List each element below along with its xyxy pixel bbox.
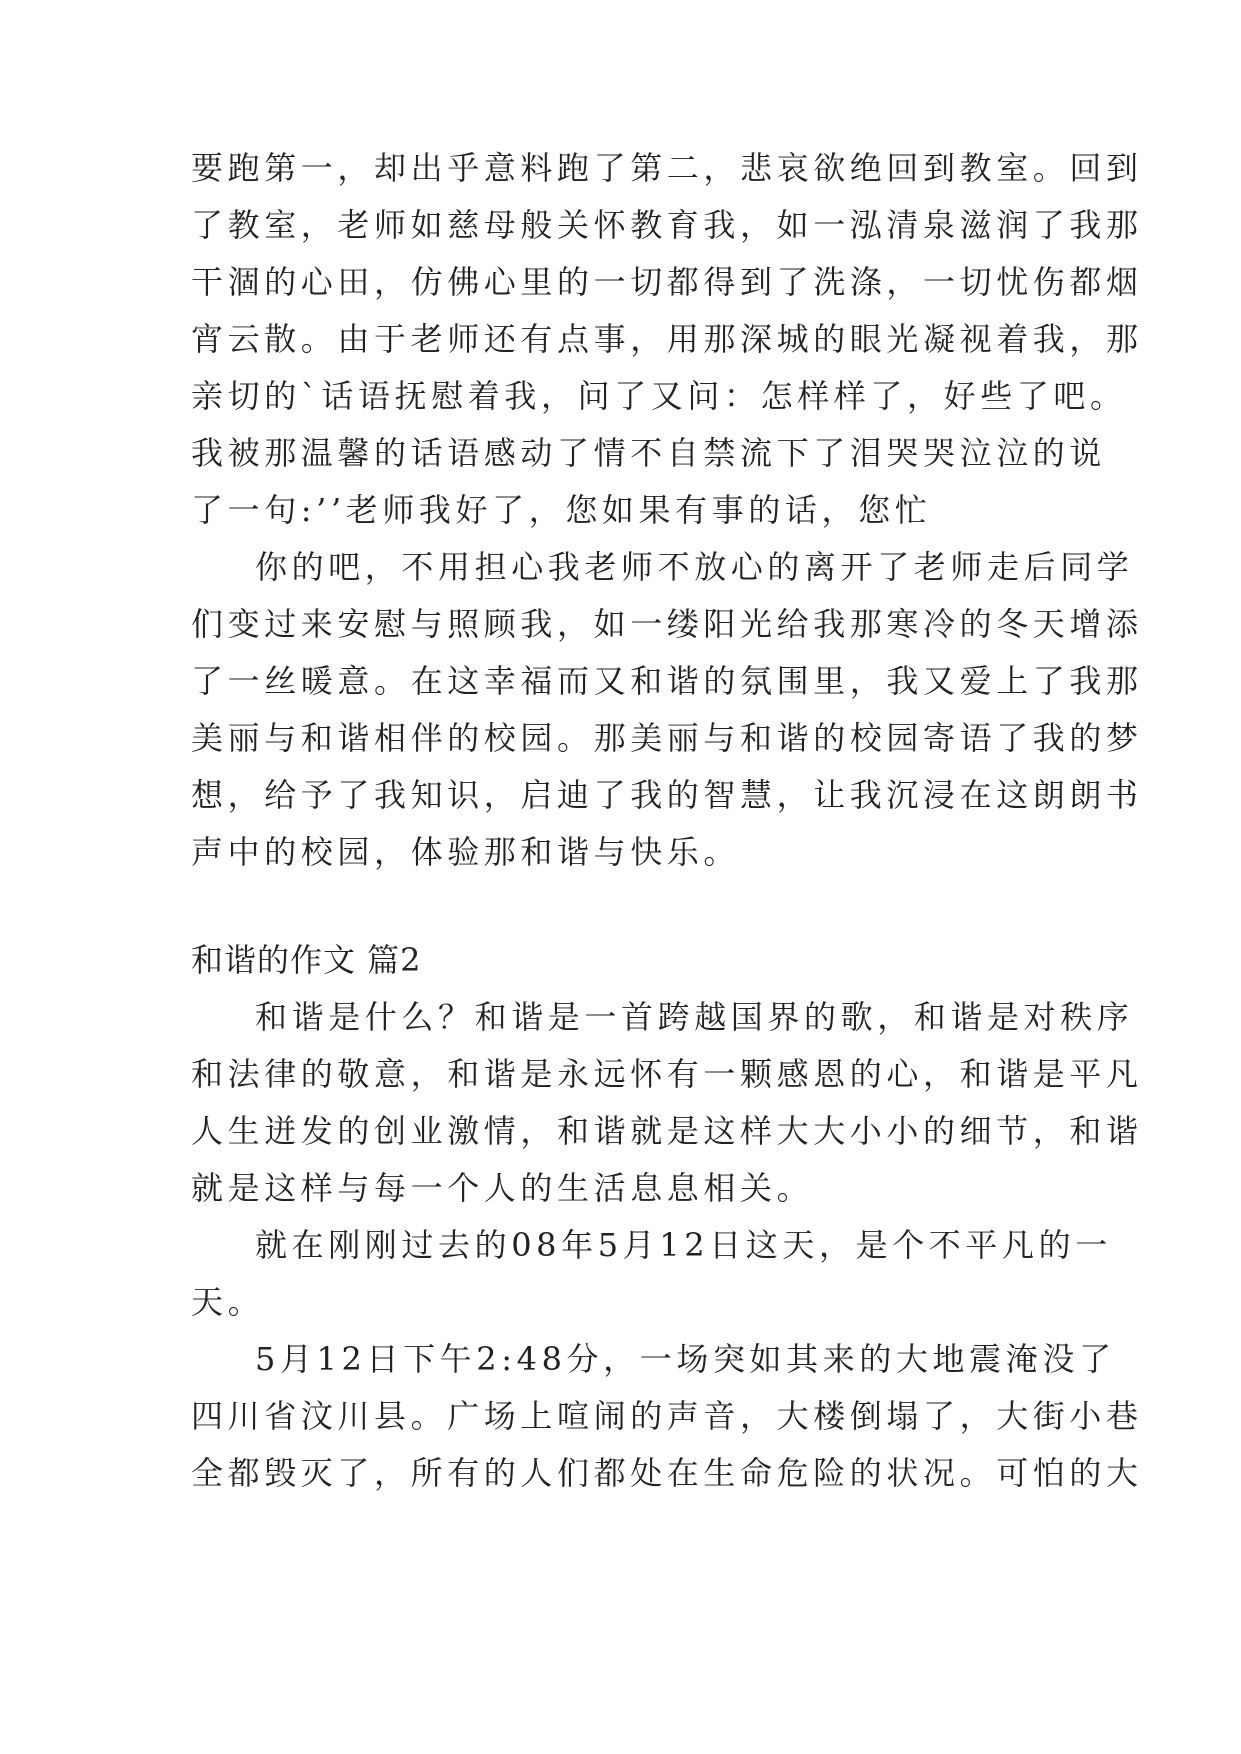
text-line: 宵云散。由于老师还有点事，用那深城的眼光凝视着我，那	[191, 320, 1143, 358]
text-line: 5月12日下午2:48分，一场突如其来的大地震淹没了	[255, 1340, 1116, 1378]
text-line: 干涸的心田，仿佛心里的一切都得到了洗涤，一切忧伤都烟	[191, 263, 1143, 301]
text-line: 天。	[191, 1283, 265, 1321]
text-line: 要跑第一，却出乎意料跑了第二，悲哀欲绝回到教室。回到	[191, 149, 1143, 187]
text-line: 全都毁灭了，所有的人们都处在生命危险的状况。可怕的大	[191, 1454, 1143, 1492]
text-line: 我被那温馨的话语感动了情不自禁流下了泪哭哭泣泣的说	[191, 434, 1107, 472]
text-line: 人生迸发的创业激情，和谐就是这样大大小小的细节，和谐	[191, 1112, 1143, 1150]
text-line: 想，给予了我知识，启迪了我的智慧，让我沉浸在这朗朗书	[191, 776, 1143, 814]
text-line: 了一句:’’老师我好了，您如果有事的话，您忙	[191, 491, 932, 529]
text-line: 就在刚刚过去的08年5月12日这天，是个不平凡的一	[255, 1226, 1112, 1264]
text-line: 了一丝暖意。在这幸福而又和谐的氛围里，我又爱上了我那	[191, 662, 1143, 700]
text-line: 亲切的`话语抚慰着我，问了又问：怎样样了，好些了吧。	[191, 377, 1127, 415]
text-line: 就是这样与每一个人的生活息息相关。	[191, 1169, 814, 1207]
text-line: 你的吧，不用担心我老师不放心的离开了老师走后同学	[255, 548, 1134, 586]
section-heading: 和谐的作文 篇2	[191, 941, 422, 979]
text-line: 四川省汶川县。广场上喧闹的声音，大楼倒塌了，大街小巷	[191, 1397, 1143, 1435]
text-line: 和谐是什么？和谐是一首跨越国界的歌，和谐是对秩序	[255, 998, 1134, 1036]
text-line: 声中的校园，体验那和谐与快乐。	[191, 833, 741, 871]
text-line: 了教室，老师如慈母般关怀教育我，如一泓清泉滋润了我那	[191, 206, 1143, 244]
text-line: 美丽与和谐相伴的校园。那美丽与和谐的校园寄语了我的梦	[191, 719, 1143, 757]
text-line: 和法律的敬意，和谐是永远怀有一颗感恩的心，和谐是平凡	[191, 1055, 1143, 1093]
text-line: 们变过来安慰与照顾我，如一缕阳光给我那寒冷的冬天增添	[191, 605, 1143, 643]
